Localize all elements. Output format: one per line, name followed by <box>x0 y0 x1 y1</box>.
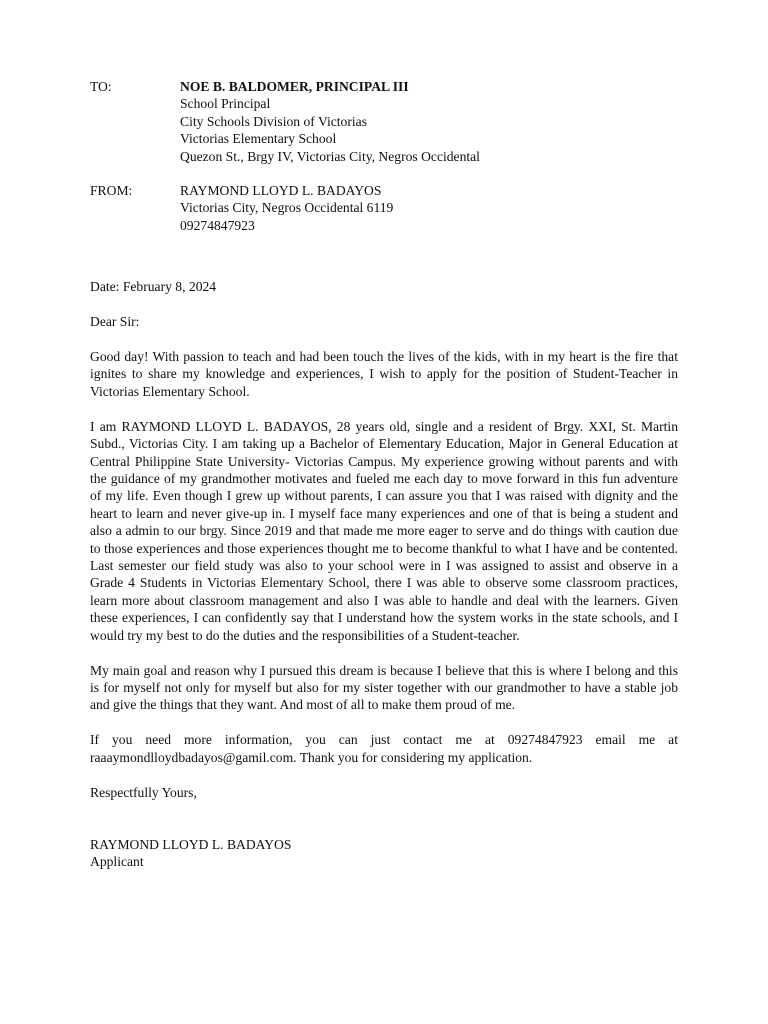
signature-name: RAYMOND LLOYD L. BADAYOS <box>90 837 292 852</box>
salutation: Dear Sir: <box>90 314 140 330</box>
signature-title: Applicant <box>90 854 144 870</box>
recipient-line: City Schools Division of Victorias <box>180 113 367 129</box>
body-paragraph: I am RAYMOND LLOYD L. BADAYOS, 28 years old, single and a resident of Brgy. XXI, St. Martin Subd., Victorias City. I am taking up a Bachelor of Elementary Education, Major in General Education at Central Philippine State University- Victorias Campus. My experience growing without parents and with the guidance of my grandmother motivates and fueled me each day to move forward in this fun adventure of my life. Even though I grew up without parents, I can assure you that I was raised with dignity and the heart to learn and never give-up in. I myself face many experiences and one of that is being a student and also a admin to our brgy. Since 2019 and that made me more eager to serve and do things with caution due to those experiences and those experiences thought me to become thankful to what I have and be contented. Last semester our field study was also to your school were in I was assigned to assist and observe in a Grade 4 Students in Victorias Elementary School, there I was able to observe some classroom practices, learn more about classroom management and also I was able to handle and deal with the learners. Given these experiences, I can confidently say that I understand how the system works in the state schools, and I would try my best to do the duties and the responsibilities of a Student-teacher. <box>90 418 678 643</box>
recipient-line: School Principal <box>180 96 271 112</box>
sender-line: RAYMOND LLOYD L. BADAYOS <box>180 183 382 199</box>
body-paragraph: My main goal and reason why I pursued this dream is because I believe that this is where I belong and this is for myself not only for myself but also for my sister together with our grandmother to have a stable job and give the things that they want. And most of all to make them proud of me. <box>90 662 678 713</box>
recipient-line: Victorias Elementary School <box>180 131 337 147</box>
from-label: FROM: <box>90 183 133 199</box>
body-paragraph: If you need more information, you can just contact me at 09274847923 email me at raaaymondlloydbadayos@gamil.com. Thank you for considering my application. <box>90 732 678 765</box>
from-block <box>90 182 678 234</box>
from-address <box>180 182 393 234</box>
to-label: TO: <box>90 79 112 94</box>
to-block <box>90 78 678 165</box>
sender-line: 09274847923 <box>180 217 255 233</box>
recipient-name: NOE B. BALDOMER, PRINCIPAL III <box>180 79 409 94</box>
sender-line: Victorias City, Negros Occidental 6119 <box>180 200 394 216</box>
recipient-line: Quezon St., Brgy IV, Victorias City, Negros Occidental <box>180 148 480 164</box>
to-address <box>180 78 480 165</box>
letter-date: Date: February 8, 2024 <box>90 279 217 295</box>
body-paragraph: Good day! With passion to teach and had been touch the lives of the kids, with in my heart is the fire that ignites to share my knowledge and experiences, I wish to apply for the position of Student-Teacher in Victorias Elementary School. <box>90 349 678 399</box>
closing: Respectfully Yours, <box>90 784 197 800</box>
